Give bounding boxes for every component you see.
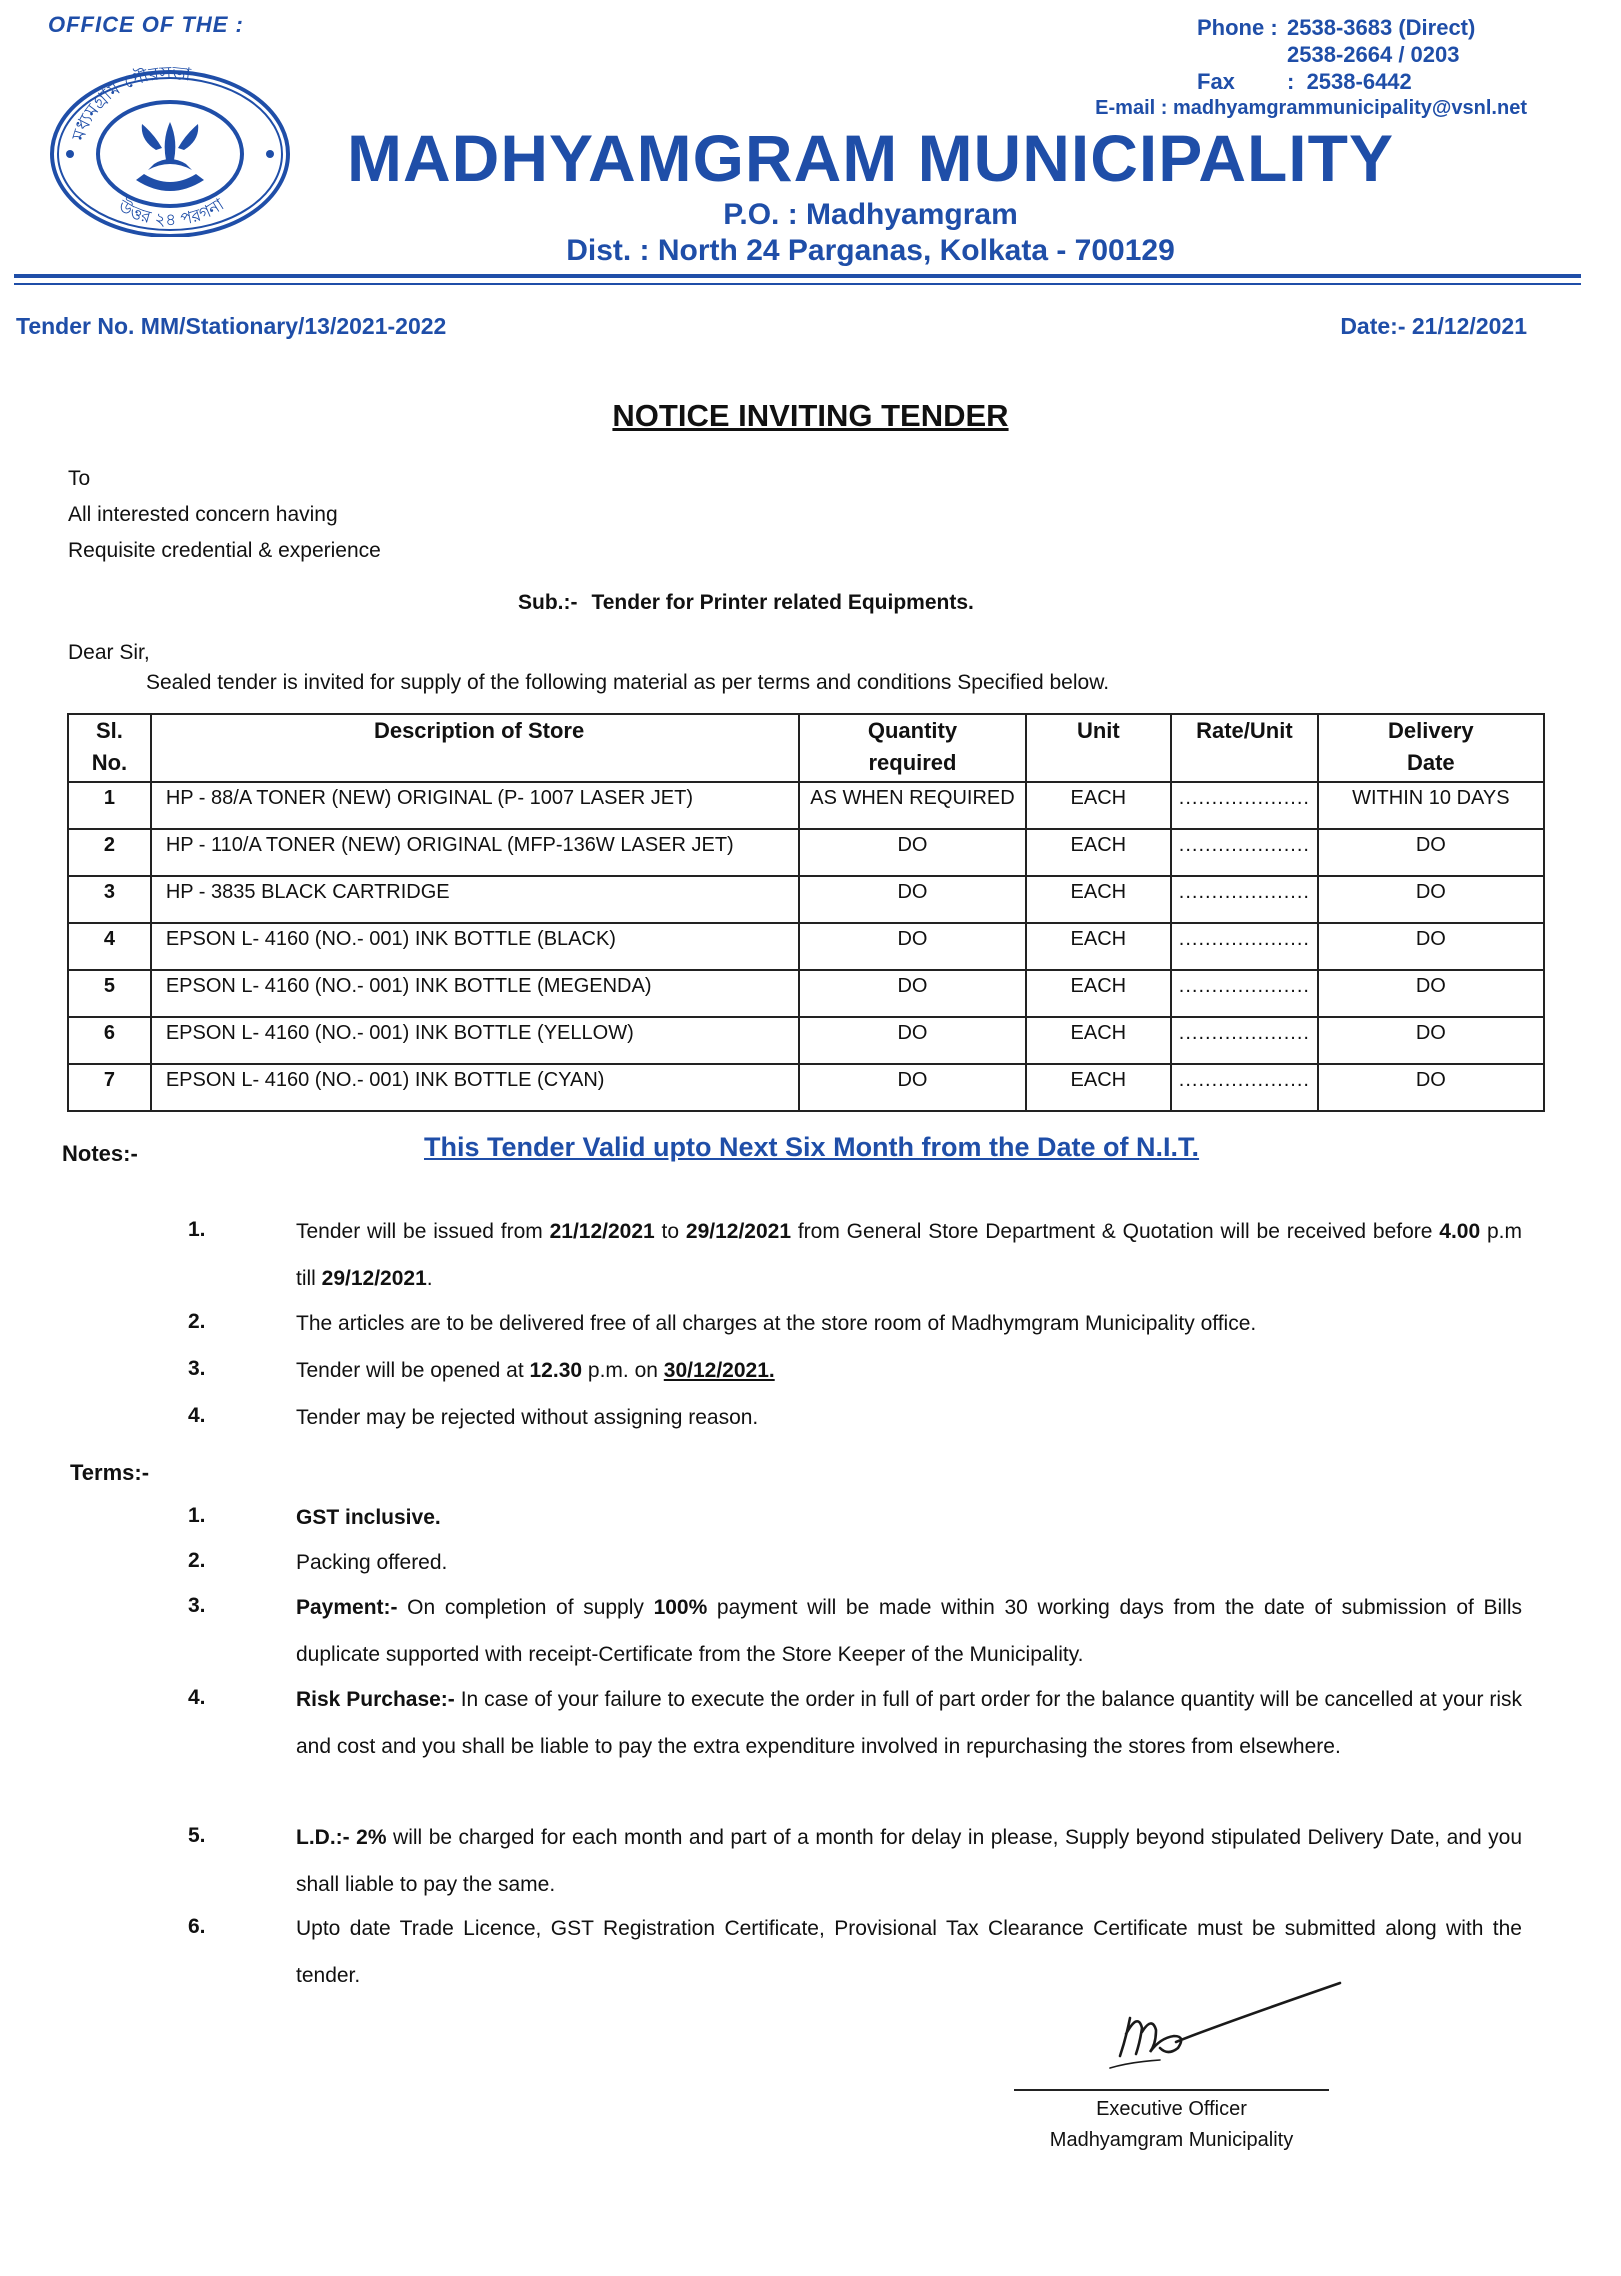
cell-sl-no: 3 xyxy=(68,876,151,923)
cell-description: EPSON L- 4160 (NO.- 001) INK BOTTLE (MEGENDA) xyxy=(151,970,800,1017)
cell-delivery: DO xyxy=(1318,923,1544,970)
cell-quantity: DO xyxy=(799,1017,1025,1064)
cell-rate: .................... xyxy=(1171,782,1318,829)
table-header-row xyxy=(68,714,1544,782)
item-number: 2. xyxy=(188,1549,206,1572)
table-row xyxy=(68,782,1544,829)
cell-sl-no: 7 xyxy=(68,1064,151,1111)
fax-value: : 2538-6442 xyxy=(1287,69,1412,94)
item-number: 6. xyxy=(188,1915,206,1938)
cell-unit: EACH xyxy=(1026,1017,1171,1064)
item-number: 3. xyxy=(188,1594,206,1617)
phone-label: Phone : xyxy=(1197,15,1278,40)
letterhead-divider-thick xyxy=(14,274,1581,278)
signature-line xyxy=(1014,2089,1329,2091)
cell-description: EPSON L- 4160 (NO.- 001) INK BOTTLE (BLACK) xyxy=(151,923,800,970)
letterhead-divider-thin xyxy=(14,283,1581,285)
post-office: P.O. : Madhyamgram xyxy=(723,198,1018,231)
subject-label: Sub.:- xyxy=(518,591,578,614)
item-number: 1. xyxy=(188,1218,206,1241)
terms-label: Terms:- xyxy=(70,1460,150,1485)
addressee-block xyxy=(68,461,381,569)
cell-unit: EACH xyxy=(1026,1064,1171,1111)
item-text: Tender will be opened at 12.30 p.m. on 30/12/2021. xyxy=(296,1359,775,1382)
table-row xyxy=(68,1017,1544,1064)
cell-delivery: DO xyxy=(1318,829,1544,876)
cell-rate: .................... xyxy=(1171,970,1318,1017)
item-number: 4. xyxy=(188,1686,206,1709)
cell-delivery: DO xyxy=(1318,970,1544,1017)
cell-rate: .................... xyxy=(1171,829,1318,876)
cell-sl-no: 6 xyxy=(68,1017,151,1064)
tender-date: Date:- 21/12/2021 xyxy=(1340,313,1527,339)
header-delivery: Delivery Date xyxy=(1318,714,1544,782)
item-text: Packing offered. xyxy=(296,1551,448,1574)
signatory-block xyxy=(1014,2094,1329,2156)
cell-delivery: DO xyxy=(1318,876,1544,923)
tender-number: Tender No. MM/Stationary/13/2021-2022 xyxy=(16,313,447,339)
cell-rate: .................... xyxy=(1171,923,1318,970)
cell-description: HP - 88/A TONER (NEW) ORIGINAL (P- 1007 LASER JET) xyxy=(151,782,800,829)
cell-rate: .................... xyxy=(1171,876,1318,923)
cell-unit: EACH xyxy=(1026,782,1171,829)
signature-image xyxy=(1090,1978,1350,2088)
municipality-name: MADHYAMGRAM MUNICIPALITY xyxy=(347,121,1394,195)
item-text: Payment:- On completion of supply 100% payment will be made within 30 working days from the date of submission of Bills duplicate supported with receipt-Certificate from the Store Keeper of the Municipality. xyxy=(296,1596,1522,1666)
cell-description: HP - 3835 BLACK CARTRIDGE xyxy=(151,876,800,923)
logo-bottom-text: উত্তর ২৪ পরগনা xyxy=(114,194,228,231)
cell-quantity: AS WHEN REQUIRED xyxy=(799,782,1025,829)
signatory-title: Executive Officer xyxy=(1096,2098,1247,2120)
item-text: Tender will be issued from 21/12/2021 to 29/12/2021 from General Store Department & Quotation will be received before 4.00 p.m till 29/12/2021. xyxy=(296,1220,1523,1290)
cell-description: EPSON L- 4160 (NO.- 001) INK BOTTLE (YELLOW) xyxy=(151,1017,800,1064)
item-text: The articles are to be delivered free of all charges at the store room of Madhymgram Municipality office. xyxy=(296,1312,1257,1335)
document-title: NOTICE INVITING TENDER xyxy=(612,398,1009,433)
item-text: GST inclusive. xyxy=(296,1506,441,1529)
cell-rate: .................... xyxy=(1171,1017,1318,1064)
cell-quantity: DO xyxy=(799,829,1025,876)
header-description: Description of Store xyxy=(151,714,800,782)
subject-text: Tender for Printer related Equipments. xyxy=(591,591,974,614)
email-address: E-mail : madhyamgrammunicipality@vsnl.net xyxy=(1095,97,1527,119)
cell-unit: EACH xyxy=(1026,923,1171,970)
table-row xyxy=(68,829,1544,876)
header-unit: Unit xyxy=(1026,714,1171,782)
validity-statement: This Tender Valid upto Next Six Month from the Date of N.I.T. xyxy=(424,1132,1200,1162)
item-number: 5. xyxy=(188,1824,206,1847)
addressee-line: All interested concern having xyxy=(68,503,338,526)
cell-description: EPSON L- 4160 (NO.- 001) INK BOTTLE (CYAN) xyxy=(151,1064,800,1111)
logo-top-text: মধ্যমগ্রাম পৌরসভা xyxy=(68,62,192,143)
cell-sl-no: 4 xyxy=(68,923,151,970)
cell-unit: EACH xyxy=(1026,829,1171,876)
item-text: Risk Purchase:- In case of your failure to execute the order in full of part order for the balance quantity will be cancelled at your risk and cost and you shall be liable to pay the extra expenditure involved in repurchasing the stores from elsewhere. xyxy=(296,1688,1522,1758)
signatory-office: Madhyamgram Municipality xyxy=(1049,2129,1294,2151)
cell-delivery: DO xyxy=(1318,1064,1544,1111)
table-row xyxy=(68,970,1544,1017)
phone-direct: 2538-3683 (Direct) xyxy=(1287,15,1476,40)
cell-sl-no: 2 xyxy=(68,829,151,876)
header-sl-no: Sl. No. xyxy=(68,714,151,782)
table-row xyxy=(68,923,1544,970)
item-number: 3. xyxy=(188,1357,206,1380)
office-of-label: OFFICE OF THE : xyxy=(48,12,244,37)
cell-quantity: DO xyxy=(799,970,1025,1017)
cell-quantity: DO xyxy=(799,876,1025,923)
cell-sl-no: 5 xyxy=(68,970,151,1017)
item-number: 2. xyxy=(188,1310,206,1333)
header-quantity: Quantity required xyxy=(799,714,1025,782)
item-text: Tender may be rejected without assigning reason. xyxy=(296,1406,759,1429)
cell-delivery: WITHIN 10 DAYS xyxy=(1318,782,1544,829)
fax-label: Fax xyxy=(1197,69,1235,94)
item-text: L.D.:- 2% will be charged for each month and part of a month for delay in please, Supply beyond stipulated Delivery Date, and you shall liable to pay the same. xyxy=(296,1826,1522,1896)
cell-delivery: DO xyxy=(1318,1017,1544,1064)
subject-line xyxy=(518,591,974,615)
cell-description: HP - 110/A TONER (NEW) ORIGINAL (MFP-136W LASER JET) xyxy=(151,829,800,876)
items-table xyxy=(67,713,1545,1112)
header-rate: Rate/Unit xyxy=(1171,714,1318,782)
addressee-line: To xyxy=(68,467,91,490)
addressee-line: Requisite credential & experience xyxy=(68,539,381,562)
salutation: Dear Sir, xyxy=(68,641,150,664)
cell-quantity: DO xyxy=(799,923,1025,970)
cell-unit: EACH xyxy=(1026,970,1171,1017)
item-text: Upto date Trade Licence, GST Registration Certificate, Provisional Tax Clearance Certificate must be submitted along with the tender. xyxy=(296,1917,1522,1987)
contact-block xyxy=(1095,14,1527,122)
notes-label: Notes:- xyxy=(62,1141,138,1166)
district-address: Dist. : North 24 Parganas, Kolkata - 700129 xyxy=(566,234,1175,267)
item-number: 1. xyxy=(188,1504,206,1527)
intro-paragraph: Sealed tender is invited for supply of the following material as per terms and conditions Specified below. xyxy=(146,671,1110,694)
cell-sl-no: 1 xyxy=(68,782,151,829)
item-number: 4. xyxy=(188,1404,206,1427)
phone-other: 2538-2664 / 0203 xyxy=(1287,42,1460,67)
table-row xyxy=(68,1064,1544,1111)
table-row xyxy=(68,876,1544,923)
cell-rate: .................... xyxy=(1171,1064,1318,1111)
cell-unit: EACH xyxy=(1026,876,1171,923)
cell-quantity: DO xyxy=(799,1064,1025,1111)
